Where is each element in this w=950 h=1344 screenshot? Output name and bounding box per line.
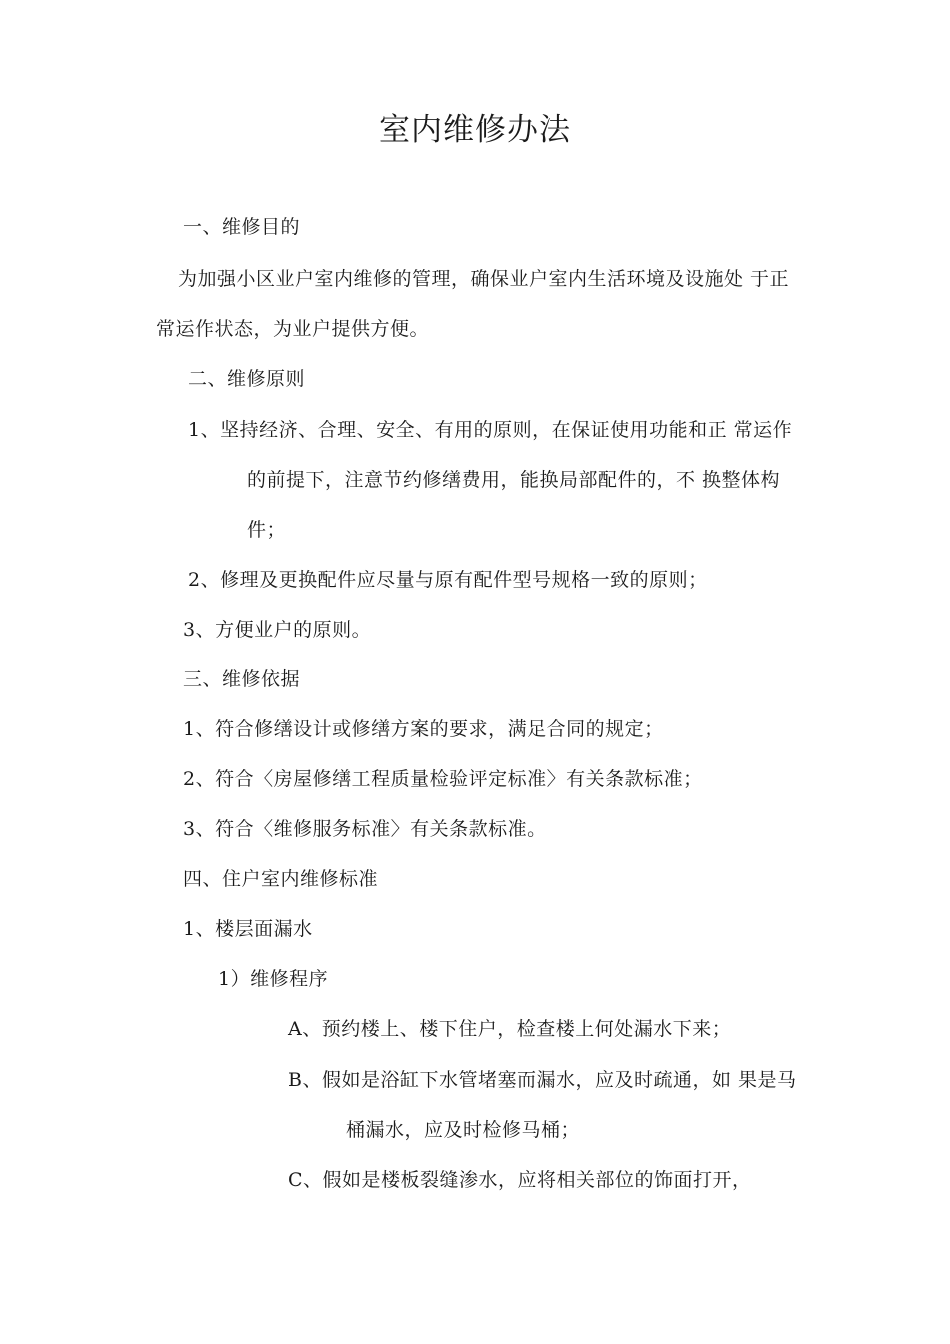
list-item-continuation: 件； <box>247 519 287 541</box>
section-heading-basis: 三、维修依据 <box>183 668 301 690</box>
list-item: 2、符合〈房屋修缮工程质量检验评定标准〉有关条款标准； <box>183 768 703 790</box>
paragraph-line: 为加强小区业户室内维修的管理，确保业户室内生活环境及设施处 于正 <box>178 268 790 290</box>
step-item: C、假如是楼板裂缝渗水，应将相关部位的饰面打开， <box>288 1169 752 1191</box>
paragraph-line: 常运作状态，为业户提供方便。 <box>156 318 430 340</box>
list-item: 1、符合修缮设计或修缮方案的要求，满足合同的规定； <box>183 718 664 740</box>
list-item: 1、楼层面漏水 <box>183 918 313 940</box>
list-item: 3、符合〈维修服务标准〉有关条款标准。 <box>183 818 547 840</box>
section-heading-standards: 四、住户室内维修标准 <box>183 868 379 890</box>
list-item: 1、坚持经济、合理、安全、有用的原则，在保证使用功能和正 常运作 <box>188 419 793 441</box>
step-item: A、预约楼上、楼下住户，检查楼上何处漏水下来； <box>288 1018 732 1040</box>
step-item: B、假如是浴缸下水管堵塞而漏水，应及时疏通，如 果是马 <box>288 1069 797 1091</box>
list-item-continuation: 的前提下，注意节约修缮费用，能换局部配件的，不 换整体构 <box>247 469 781 491</box>
section-heading-principles: 二、维修原则 <box>188 368 306 390</box>
list-item: 2、修理及更换配件应尽量与原有配件型号规格一致的原则； <box>188 569 708 591</box>
sub-item: 1）维修程序 <box>218 968 329 990</box>
document-title: 室内维修办法 <box>379 112 571 148</box>
step-item-continuation: 桶漏水，应及时检修马桶； <box>346 1119 581 1141</box>
section-heading-purpose: 一、维修目的 <box>183 216 301 238</box>
list-item: 3、方便业户的原则。 <box>183 619 372 641</box>
